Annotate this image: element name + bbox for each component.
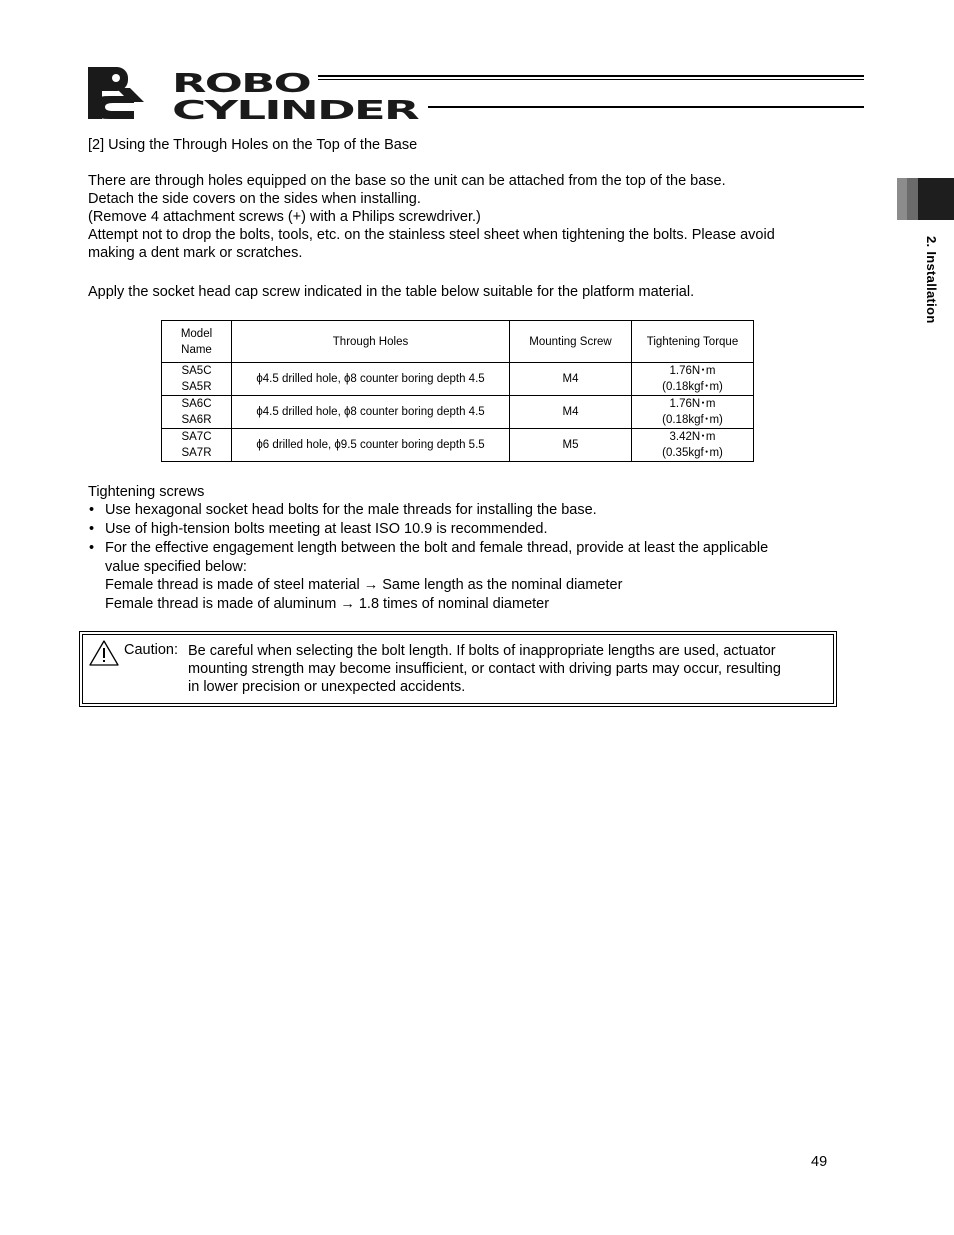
cell-mounting-screw: M4 [510,363,632,396]
header-mounting-screw: Mounting Screw [510,321,632,363]
intro-line-4: Attempt not to drop the bolts, tools, etc. on the stainless steel sheet when tightening the bolts. Please avoid [88,227,775,243]
header-through-holes: Through Holes [232,321,510,363]
section-title: [2] Using the Through Holes on the Top of the Base [88,137,418,153]
bullet-continuation: value specified below: [105,559,247,575]
apply-text: Apply the socket head cap screw indicated in the table below suitable for the platform material. [88,284,695,300]
bullet-continuation-steel: Female thread is made of steel material → Same length as the nominal diameter [105,577,623,593]
caution-line-3: in lower precision or unexpected accidents. [188,679,466,695]
through-hole-spec-table [161,320,754,462]
caution-text [188,642,828,696]
header-rule-top-1 [318,75,864,77]
bullet-text: For the effective engagement length between the bolt and female thread, provide at least the applicable [105,540,769,556]
intro-line-1: There are through holes equipped on the base so the unit can be attached from the top of the base. [88,173,726,189]
header-rule-bottom [428,106,864,108]
chapter-tab-dark-band [918,178,954,220]
cell-through-holes: ϕ4.5 drilled hole, ϕ8 counter boring depth 4.5 [232,396,510,429]
cell-torque: 1.76N･m (0.18kgf･m) [632,363,754,396]
cell-mounting-screw: M5 [510,429,632,462]
rc-initials-mark [88,67,144,119]
caution-box [79,631,837,707]
table-header-row [162,321,754,363]
intro-line-2: Detach the side covers on the sides when installing. [88,191,421,207]
caution-label: Caution: [124,642,179,658]
cell-torque: 1.76N･m (0.18kgf･m) [632,396,754,429]
caution-line-2: mounting strength may become insufficient, or contact with driving parts may occur, resulting [188,661,781,677]
cell-model: SA7C SA7R [162,429,232,462]
cell-torque: 3.42N･m (0.35kgf･m) [632,429,754,462]
table-row [162,396,754,429]
caution-line-1: Be careful when selecting the bolt length. If bolts of inappropriate lengths are used, actuator [188,643,776,659]
robo-cylinder-logo [86,66,866,122]
header-model-name: Model Name [162,321,232,363]
cell-through-holes: ϕ6 drilled hole, ϕ9.5 counter boring depth 5.5 [232,429,510,462]
table-row [162,363,754,396]
page-number: 49 [811,1154,828,1170]
chapter-tab-label: 2. Installation [924,236,939,324]
bullet-continuation-aluminum: Female thread is made of aluminum → 1.8 times of nominal diameter [105,596,550,612]
bullet-text: Use hexagonal socket head bolts for the male threads for installing the base. [105,502,597,518]
bullet-icon: • [89,540,95,556]
cell-model: SA6C SA6R [162,396,232,429]
logo-word-robo: ROBO [172,69,310,99]
logo-word-cylinder: CYLINDER [172,96,420,122]
intro-line-5: making a dent mark or scratches. [88,245,303,261]
cell-through-holes: ϕ4.5 drilled hole, ϕ8 counter boring depth 4.5 [232,363,510,396]
header-rule-top-2 [318,79,864,80]
bullet-icon: • [89,521,95,537]
chapter-tab-light-band [897,178,907,220]
warning-triangle-icon [88,639,120,667]
bullet-icon: • [89,502,95,518]
chapter-tab-mid-band [907,178,918,220]
tightening-title: Tightening screws [88,484,205,500]
table-row [162,429,754,462]
cell-mounting-screw: M4 [510,396,632,429]
header-tightening-torque: Tightening Torque [632,321,754,363]
intro-line-3: (Remove 4 attachment screws (+) with a Philips screwdriver.) [88,209,481,225]
cell-model: SA5C SA5R [162,363,232,396]
bullet-text: Use of high-tension bolts meeting at least ISO 10.9 is recommended. [105,521,548,537]
